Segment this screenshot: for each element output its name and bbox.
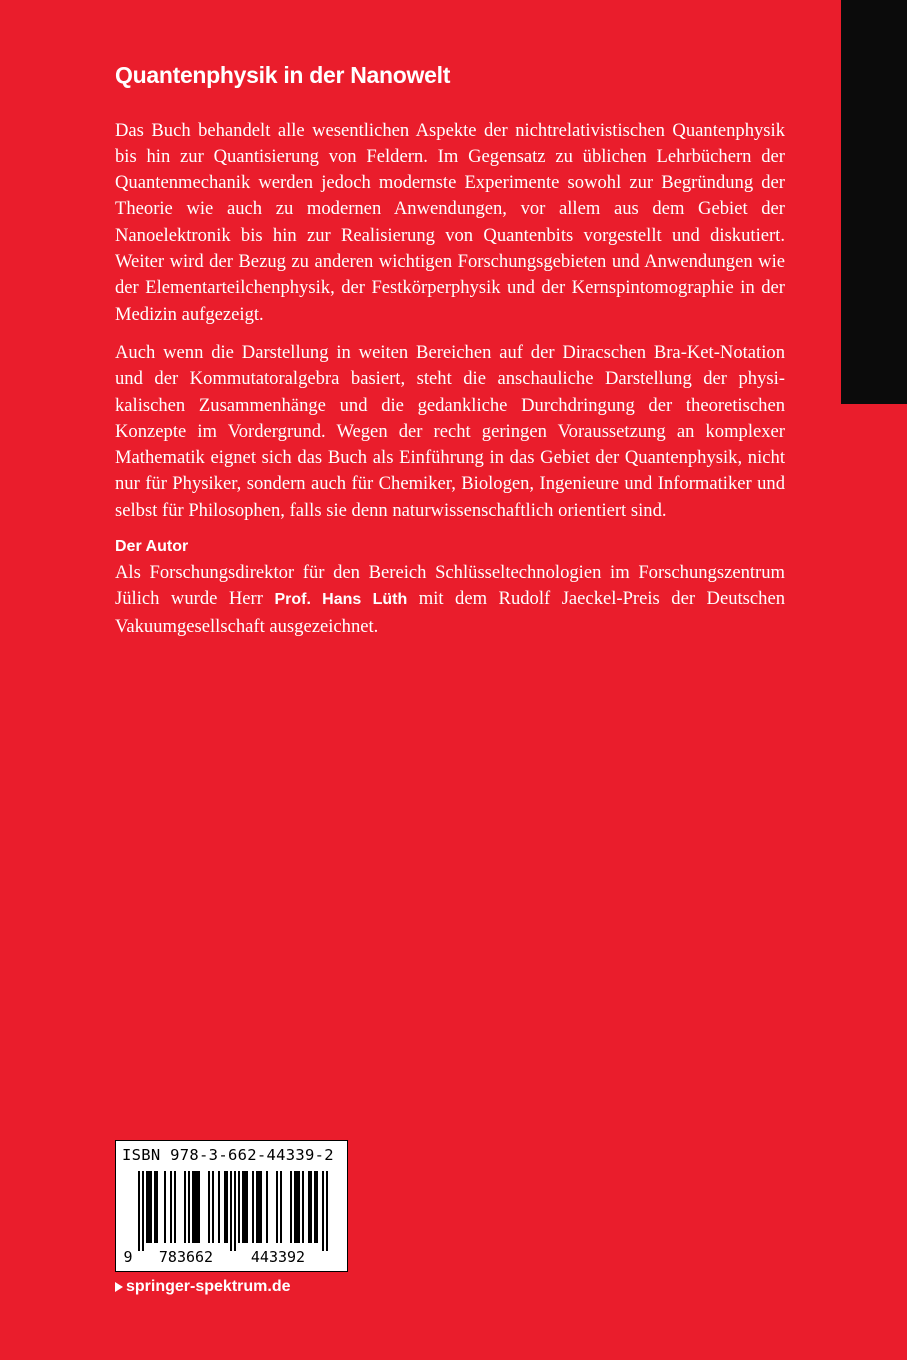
barcode-bar (308, 1171, 310, 1243)
barcode-bar (290, 1171, 292, 1243)
barcode-bar (296, 1171, 298, 1243)
barcode-bar (234, 1171, 236, 1251)
barcode-bar (138, 1171, 140, 1251)
publisher-url: springer-spektrum.de (126, 1278, 291, 1295)
barcode-bar (224, 1171, 226, 1243)
barcode-bar (212, 1171, 214, 1243)
barcode-bar (198, 1171, 200, 1243)
barcode-bar (156, 1171, 158, 1243)
barcode-bar (242, 1171, 244, 1243)
author-bio-text-after: mit dem Rudolf Jaeckel-Preis der Deutschen Vakuumgesellschaft ausgezeichnet. (115, 588, 785, 637)
barcode-bar (252, 1171, 254, 1243)
barcode-bar (146, 1171, 148, 1243)
back-cover-text (115, 62, 785, 652)
barcode-bar (256, 1171, 258, 1243)
barcode-bar (188, 1171, 190, 1243)
description-paragraph-1: Das Buch behandelt alle wesentlichen Aspekte der nichtrelativistischen Quantenphysik bis hin zur Quantisierung von Feldern. Im Gegensatz zu üblichen Lehrbüchern der Quantenmechanik werden jedoch modernste Experimente sowohl zur Begründung der Theorie wie auch zu modernen Anwendungen, vor allem aus dem Gebiet der Nanoelektronik bis hin zur Realisierung von Quantenbits vorgestellt und diskutiert. Weiter wird der Bezug zu anderen wichtigen Forschungsgebieten und Anwendungen wie der Elementarteilchenphysik, der Festkörperphysik und der Kernspintomographie in der Medizin aufgezeigt. (115, 119, 785, 325)
barcode-bar (194, 1171, 196, 1243)
barcode-bar (280, 1171, 282, 1243)
barcode-bar (226, 1171, 228, 1243)
barcode-bar (260, 1171, 262, 1243)
barcode-bar (164, 1171, 166, 1243)
barcode-bar (142, 1171, 144, 1251)
barcode-bar (238, 1171, 240, 1243)
isbn-barcode (115, 1140, 348, 1272)
barcode-bar (244, 1171, 246, 1243)
barcode-bar (314, 1171, 316, 1243)
barcode-bar (258, 1171, 260, 1243)
publisher-link[interactable] (115, 1278, 290, 1296)
author-bio-text-before: Als Forschungsdirektor für den Bereich Schlüsseltechnologien im Forschungszentrum Jülich wurde Herr (115, 562, 785, 610)
barcode-bar (196, 1171, 198, 1243)
barcode-bar (154, 1171, 156, 1243)
barcode-bar (310, 1171, 312, 1243)
barcode-bar (150, 1171, 152, 1243)
barcode-bar (218, 1171, 220, 1243)
barcode-bar (174, 1171, 176, 1243)
barcode-image (116, 1169, 347, 1271)
author-bio (115, 560, 785, 640)
barcode-bar (322, 1171, 324, 1251)
barcode-digits: 9 (123, 1248, 133, 1266)
author-name: Prof. Hans Lüth (274, 591, 408, 609)
barcode-bar (148, 1171, 150, 1243)
barcode-digits: 443392 (250, 1248, 306, 1266)
barcode-bar (246, 1171, 248, 1243)
barcode-bar (326, 1171, 328, 1251)
book-title: Quantenphysik in der Nanowelt (115, 62, 451, 88)
barcode-bar (208, 1171, 210, 1243)
barcode-bar (276, 1171, 278, 1243)
barcode-bar (184, 1171, 186, 1243)
barcode-bar (192, 1171, 194, 1243)
description-paragraph-2: Auch wenn die Darstellung in weiten Bereichen auf der Diracschen Bra-Ket-Notation und der Kommutatoralgebra basiert, steht die anschauliche Darstellung der physikalischen Zusammenhänge und die gedankliche Durchdringung der theoretischen Konzepte im Vordergrund. Wegen der recht geringen Voraussetzung an komplexer Mathematik eignet sich das Buch als Einführung in das Gebiet der Quantenphysik, nicht nur für Physiker, sondern auch für Chemiker, Biologen, Ingenieure und Informatiker und selbst für Philosophen, falls sie denn naturwissenschaftlich orientiert sind. (115, 341, 785, 521)
barcode-bar (230, 1171, 232, 1251)
isbn-label: ISBN 978-3-662-44339-2 (122, 1146, 334, 1164)
barcode-bar (298, 1171, 300, 1243)
arrow-right-icon (115, 1282, 123, 1292)
barcode-bar (170, 1171, 172, 1243)
barcode-bar (294, 1171, 296, 1243)
barcode-digits: 783662 (158, 1248, 214, 1266)
author-heading: Der Autor (115, 538, 189, 556)
barcode-bar (266, 1171, 268, 1243)
barcode-bar (302, 1171, 304, 1243)
barcode-bar (316, 1171, 318, 1243)
black-edge-bar (841, 0, 907, 404)
